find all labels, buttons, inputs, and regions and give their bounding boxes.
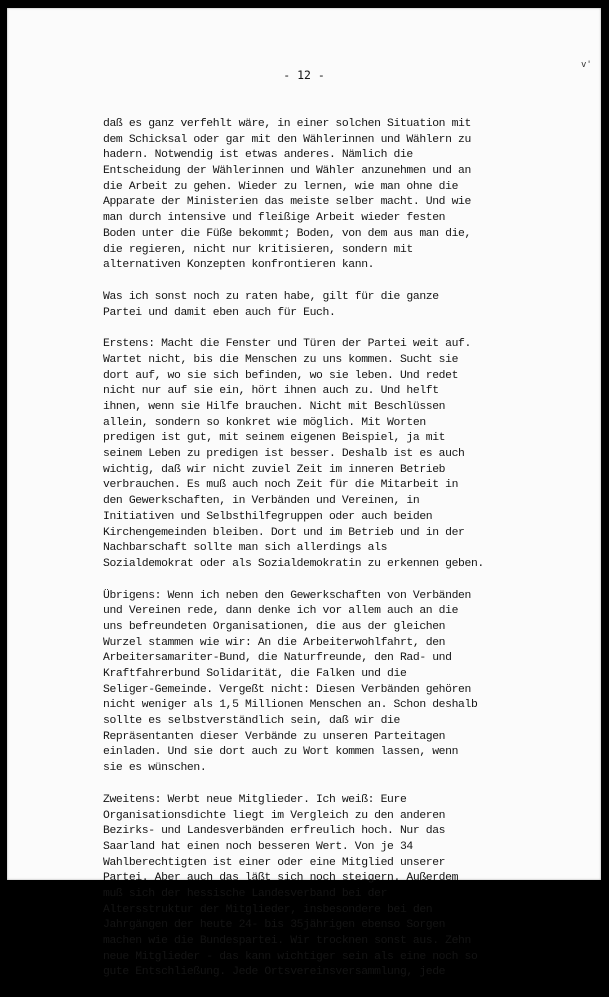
text-line: predigen ist gut, mit seinem eigenen Beispiel, ja mit: [103, 432, 446, 445]
text-line: Partei und damit eben auch für Euch.: [103, 306, 336, 319]
text-line: alternativen Konzepten konfrontieren kann.: [103, 259, 375, 272]
text-line: Zweitens: Werbt neue Mitglieder. Ich weiß: Eure: [103, 793, 407, 806]
text-line: Jahrgängen der heute 24- bis 35jährigen ebenso Sorgen: [103, 919, 446, 932]
text-line: dem Schicksal oder gar mit den Wählerinnen und Wählern zu: [103, 133, 471, 146]
text-line: sie es wünschen.: [103, 762, 207, 775]
document-page: [7, 8, 601, 979]
text-line: einladen. Und sie dort auch zu Wort kommen lassen, wenn: [103, 746, 459, 759]
page-number: - 12 -: [283, 68, 325, 82]
paragraph-zweitens: [103, 793, 543, 981]
text-line: seinem Leben zu predigen ist besser. Deshalb ist es auch: [103, 448, 465, 461]
text-line: nicht nur auf sie ein, hört ihnen auch zu. Und helft: [103, 385, 439, 398]
text-line: muß sich der hessische Landesverband bei der: [103, 887, 388, 900]
text-line: Repräsentanten dieser Verbände zu unseren Parteitagen: [103, 730, 446, 743]
text-line: hadern. Notwendig ist etwas anderes. Nämlich die: [103, 149, 413, 162]
text-line: Arbeitersamariter-Bund, die Naturfreunde, den Rad- und: [103, 652, 452, 665]
text-line: Erstens: Macht die Fenster und Türen der Partei weit auf.: [103, 338, 471, 351]
text-line: dort auf, wo sie sich befinden, wo sie leben. Und redet: [103, 369, 459, 382]
text-line: Wartet nicht, bis die Menschen zu uns kommen. Sucht sie: [103, 353, 459, 366]
text-line: uns befreundeten Organisationen, die aus der gleichen: [103, 620, 446, 633]
text-line: Seliger-Gemeinde. Vergeßt nicht: Diesen Verbänden gehören: [103, 683, 471, 696]
body-text: [103, 117, 543, 997]
text-line: sollte es selbstverständlich sein, daß wir die: [103, 715, 400, 728]
text-line: Wurzel stammen wie wir: An die Arbeiterwohlfahrt, den: [103, 636, 446, 649]
text-line: den Gewerkschaften, in Verbänden und Vereinen, in: [103, 495, 420, 508]
text-line: die Arbeit zu gehen. Wieder zu lernen, wie man ohne die: [103, 180, 459, 193]
text-line: Übrigens: Wenn ich neben den Gewerkschaften von Verbänden: [103, 589, 471, 602]
text-line: Bezirks- und Landesverbänden erfreulich hoch. Nur das: [103, 825, 446, 838]
text-line: Kraftfahrerbund Solidarität, die Falken und die: [103, 668, 407, 680]
paragraph-schicksal: [103, 117, 543, 274]
text-line: Initiativen und Selbsthilfegruppen oder auch beiden: [103, 510, 433, 523]
text-line: allein, sondern so konkret wie möglich. Mit Worten: [103, 416, 426, 429]
text-line: Partei. Aber auch das läßt sich noch steigern. Außerdem: [103, 872, 459, 885]
text-line: Saarland hat einen noch besseren Wert. Von je 34: [103, 840, 413, 853]
text-line: die regieren, nicht nur kritisieren, sondern mit: [103, 243, 413, 256]
text-line: Apparate der Ministerien das meiste selber macht. Und wie: [103, 196, 471, 209]
text-line: Boden unter die Füße bekommt; Boden, von dem aus man die,: [103, 227, 471, 240]
text-line: Kirchengemeinden bleiben. Dort und im Betrieb und in der: [103, 526, 465, 539]
corner-mark: v': [581, 60, 592, 70]
text-line: nicht weniger als 1,5 Millionen Menschen an. Schon deshalb: [103, 699, 478, 712]
text-line: man durch intensive und fleißige Arbeit wieder festen: [103, 212, 446, 225]
text-line: machen wie die Bundespartei. Wir trocknen sonst aus. Zehn: [103, 935, 471, 947]
text-line: gute Entschließung. Jede Ortsvereinsversammlung, jede: [103, 966, 446, 979]
text-line: Nachbarschaft sollte man sich allerdings als: [103, 542, 388, 555]
text-line: daß es ganz verfehlt wäre, in einer solchen Situation mit: [103, 118, 471, 130]
text-line: Wahlberechtigten ist einer oder eine Mitglied unserer: [103, 856, 446, 869]
text-line: neue Mitglieder - das kann wichtiger sein als eine noch so: [103, 950, 478, 963]
text-line: Sozialdemokrat oder als Sozialdemokratin zu erkennen geben.: [103, 557, 484, 570]
text-line: ihnen, wenn sie Hilfe brauchen. Nicht mit Beschlüssen: [103, 401, 446, 413]
text-line: Entscheidung der Wählerinnen und Wähler anzunehmen und an: [103, 165, 471, 178]
text-line: wichtig, daß wir nicht zuviel Zeit im inneren Betrieb: [103, 463, 446, 476]
text-line: Was ich sonst noch zu raten habe, gilt für die ganze: [103, 290, 439, 303]
text-line: und Vereinen rede, dann denke ich vor allem auch an die: [103, 605, 459, 618]
text-line: Altersstruktur der Mitglieder, insbesondere bei den: [103, 903, 433, 916]
paragraph-raten: [103, 290, 543, 321]
paragraph-uebrigens: [103, 589, 543, 777]
text-line: Organisationsdichte liegt im Vergleich zu den anderen: [103, 809, 446, 822]
text-line: verbrauchen. Es muß auch noch Zeit für die Mitarbeit in: [103, 479, 459, 492]
paragraph-erstens: [103, 337, 543, 572]
